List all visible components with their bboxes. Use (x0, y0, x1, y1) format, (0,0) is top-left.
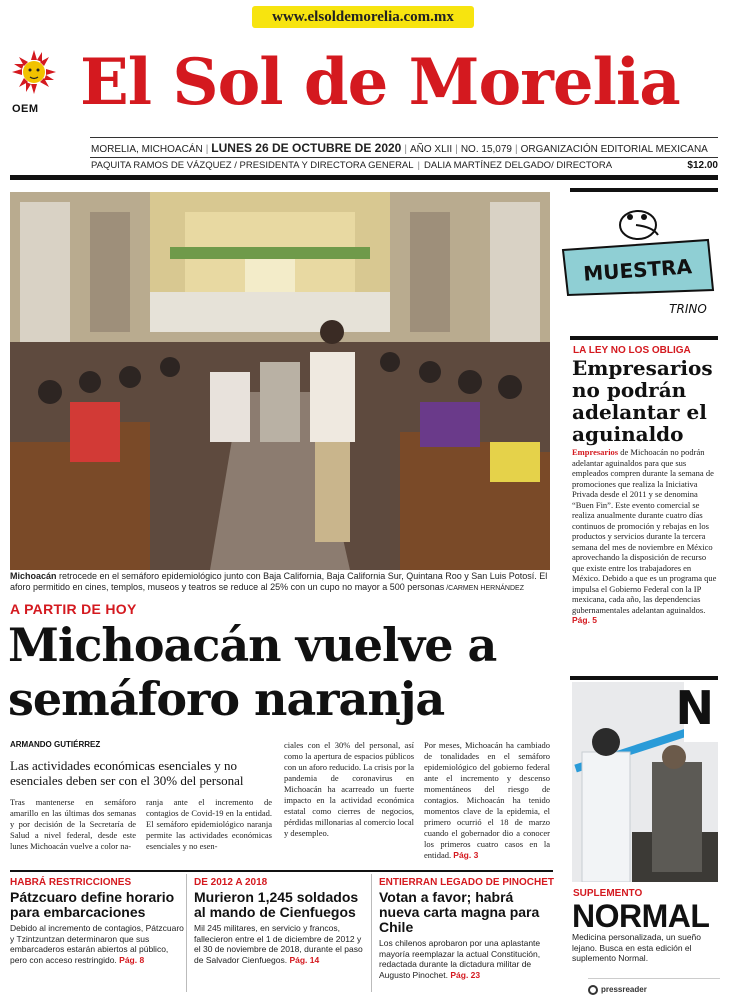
dateline-number: NO. 15,079 (460, 144, 512, 155)
dateline: MORELIA, MICHOACÁN | LUNES 26 DE OCTUBRE DE 2020 | AÑO XLII | NO. 15,079 | ORGANIZACIÓN EDITORIAL MEXICANA (91, 141, 708, 155)
main-photo[interactable] (10, 192, 550, 570)
brief-text (10, 923, 185, 965)
article-column-2: ranja ante el incremento de contagios de Covid-19 en la entidad. El semáforo epidemiológico naranja permite las actividades económicas esenciales y no esen- (146, 797, 272, 851)
brief-headline[interactable]: Pátzcuaro define horario para embarcaciones (10, 889, 175, 920)
main-subhead: Las actividades económicas esenciales y no esenciales deben ser con el 30% del personal (10, 758, 244, 788)
supplement-title[interactable]: NORMAL (572, 898, 710, 934)
sidebar-headline[interactable]: Empresarios no podrán adelantar el aguinaldo (572, 356, 713, 446)
brief-body: Debido al incremento de contagios, Pátzcuaro y Tzintzuntzan determinaron que sus embarcaderos estarán abiertos al público, pero con acceso restringido. (10, 923, 184, 965)
brief-3[interactable] (379, 877, 554, 980)
column-4-text: Por meses, Michoacán ha cambiado de tonalidades en el semáforo epidemiológico del gobierno federal ante el incremento y descenso momentáneos del riesgo de contagios. Michoacán ha tenido momentos clave de la epidemia, el primero ocurrió el 18 de marzo cuando el gobernador dio a conocer los primeros cuatro casos en la entidad. (424, 740, 550, 860)
sidebar-body (572, 447, 718, 626)
article-column-1: Tras mantenerse en semáforo amarillo en las últimas dos semanas y por decisión de la Secretaría de Salud a nivel federal, desde este lunes Michoacán vuelve a color na- (10, 797, 136, 851)
staff-line: PAQUITA RAMOS DE VÁZQUEZ / PRESIDENTA Y DIRECTORA GENERAL | DALIA MARTÍNEZ DELGADO/ DIRECTORA (91, 160, 613, 171)
page-ref[interactable]: Pág. 14 (289, 954, 320, 965)
brief-kicker: DE 2012 A 2018 (194, 877, 268, 888)
brief-2[interactable] (194, 877, 369, 965)
page-ref[interactable]: Pág. 23 (450, 969, 481, 980)
rule (10, 175, 718, 180)
brief-body: Los chilenos aprobaron por una aplastante mayoría reemplazar la actual Constitución, redactada durante la dictadura militar de Augusto Pinochet. (379, 938, 541, 980)
dateline-date: LUNES 26 DE OCTUBRE DE 2020 (211, 141, 402, 155)
dateline-org: ORGANIZACIÓN EDITORIAL MEXICANA (520, 144, 708, 155)
brief-headline[interactable]: Votan a favor; habrá nueva carta magna para Chile (379, 889, 540, 935)
supplement-cover[interactable] (572, 682, 718, 882)
article-column-4 (424, 740, 550, 861)
supplement-kicker: SUPLEMENTO (573, 888, 643, 899)
pressreader-badge[interactable] (588, 978, 720, 1000)
brief-text (194, 923, 369, 965)
sidebar-body-lead: Empresarios (572, 447, 619, 457)
pressreader-label: pressreader (601, 985, 647, 994)
brief-1[interactable] (10, 877, 185, 965)
divider (371, 874, 372, 992)
cartoon-signature: TRINO (669, 302, 707, 316)
photo-credit: /CARMEN HERNÁNDEZ (444, 585, 524, 592)
sidebar-body-text: de Michoacán no podrán adelantar aguinaldos para que sus empleados compren durante la semana de promociones que realiza la Iniciativa Privada desde el 2011 y se denomina “Buen Fin”. Este evento comercial se realiza anualmente durante cuatro días continuos de promoción y rebajas en los productos y servicios durante la tercera semana del mes de noviembre en México aprovechando la disposición de recurso que existe entre los trabajadores en México. Debido a que es un programa que impulsa el Gobierno Federal con la IP mexicana, cada año, las dependencias gubernamentales adelantan aguinaldos. (572, 447, 717, 615)
url-bar (0, 0, 750, 36)
main-kicker: A PARTIR DE HOY (10, 601, 137, 617)
site-url[interactable]: www.elsoldemorelia.com.mx (252, 6, 474, 28)
sidebar-kicker: LA LEY NO LOS OBLIGA (573, 345, 691, 356)
divider (186, 874, 187, 992)
caption-text: retrocede en el semáforo epidemiológico junto con Baja California, Baja California Sur, Quintana Roo y San Luis Potosí. El aforo permitido en cines, templos, museos y teatros se reduce al 25% con un cupo no mayor a 500 personas (10, 571, 548, 592)
staff-director: DALIA MARTÍNEZ DELGADO/ DIRECTORA (424, 160, 613, 171)
page-ref[interactable]: Pág. 5 (572, 615, 598, 625)
masthead-title: El Sol de Morelia (80, 45, 680, 120)
brief-body: Mil 245 militares, en servicio y francos, fallecieron entre el 1 de diciembre de 2012 y el 30 de noviembre de 2018, durante el paso de Salvador Cienfuegos. (194, 923, 363, 965)
price: $12.00 (687, 160, 718, 171)
brief-headline[interactable]: Murieron 1,245 soldados al mando de Cienfuegos (194, 889, 359, 920)
article-column-3: ciales con el 30% del personal, así como la apertura de espacios públicos con un aforo reducido. La crisis por la pandemia de coronavirus en Michoacán ha acarreado un fuerte impacto en la actividad económica estatal como cierres de negocios, pérdidas millonarias al comercio local y desempleo. (284, 740, 414, 838)
rule (570, 676, 718, 680)
photo-caption (10, 571, 555, 594)
brief-text (379, 938, 554, 980)
page-ref[interactable]: Pág. 8 (119, 954, 145, 965)
cartoon-banner-text: MUESTRA (582, 254, 693, 286)
main-headline[interactable]: Michoacán vuelve a semáforo naranja (8, 618, 497, 726)
byline: ARMANDO GUTIÉRREZ (10, 740, 101, 749)
brief-kicker: ENTIERRAN LEGADO DE PINOCHET (379, 877, 555, 888)
church-photo-image (10, 192, 550, 570)
staff-president: PAQUITA RAMOS DE VÁZQUEZ / PRESIDENTA Y DIRECTORA GENERAL (91, 160, 414, 171)
brief-kicker: HABRÁ RESTRICCIONES (10, 877, 132, 888)
page-ref[interactable]: Pág. 3 (453, 850, 479, 860)
rule (90, 157, 718, 158)
supplement-letter: N (675, 682, 714, 735)
rule (90, 137, 718, 138)
rule (10, 870, 553, 872)
pressreader-icon (588, 985, 598, 995)
caption-lead: Michoacán (10, 571, 57, 581)
dateline-city: MORELIA, MICHOACÁN (91, 144, 203, 155)
dateline-year: AÑO XLII (409, 144, 453, 155)
dem-logo: OEM (12, 103, 39, 115)
trino-cartoon-image[interactable] (558, 195, 718, 325)
supplement-text: Medicina personalizada, un sueño lejano. Busca en esta edición el suplemento Normal. (572, 932, 702, 963)
rule (570, 188, 718, 192)
rule (570, 336, 718, 340)
